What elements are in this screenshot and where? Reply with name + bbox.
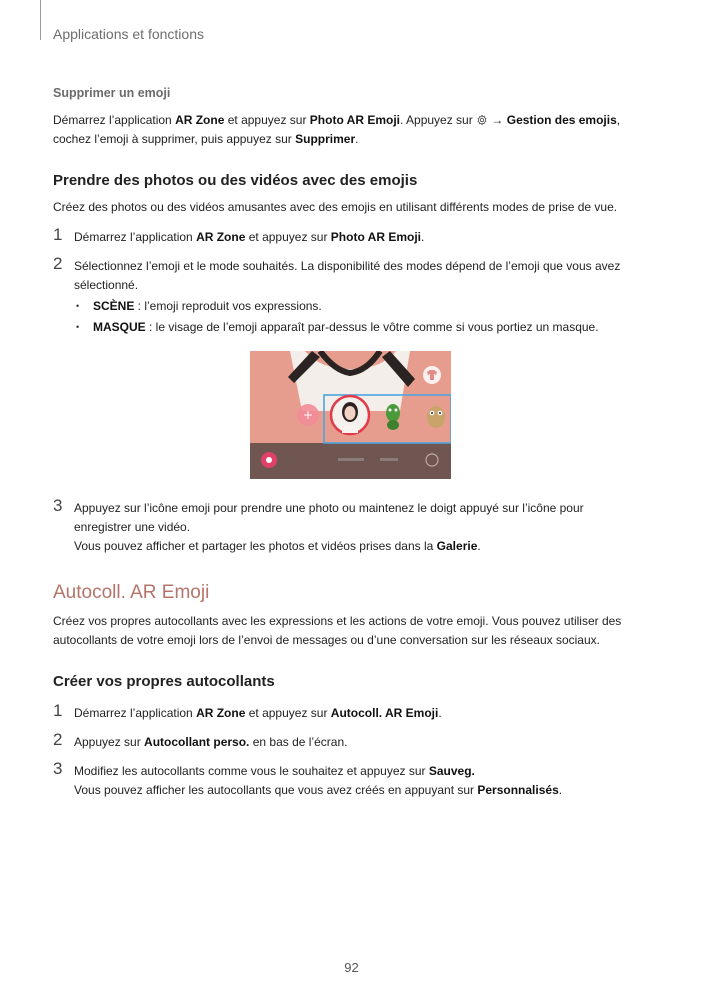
list-item [74,318,643,337]
text: en bas de l’écran. [249,735,348,749]
mode-description: : le visage de l’emoji apparaît par-dessus le vôtre comme si vous portiez un masque. [145,320,599,334]
header-title: Applications et fonctions [53,26,204,42]
text: . [438,706,442,720]
delete-emoji-title: Supprimer un emoji [53,86,171,100]
step-number: 1 [53,701,63,720]
list-item [74,297,643,316]
delete-emoji-instructions [53,111,643,149]
gallery-term: Galerie [436,539,478,553]
page-content [53,84,643,800]
mode-list [74,297,643,337]
ar-zone-term: AR Zone [175,113,225,127]
autocoll-intro: Créez vos propres autocollants avec les expressions et les actions de votre emoji. Vous pouvez utiliser des autocollants de votre emoji lors de l’envoi de messages ou d’une conversation sur les réseaux sociaux. [53,614,622,647]
text: Démarrez l’application [74,706,197,720]
text: . Appuyez sur [400,113,477,127]
manage-emojis-term: Gestion des emojis [506,113,617,127]
ar-zone-term: AR Zone [196,230,246,244]
photo-ar-emoji-term: Photo AR Emoji [309,113,401,127]
step-number: 1 [53,225,63,244]
text: Vous pouvez afficher les autocollants que vous avez créés en appuyant sur [74,783,478,797]
create-step-3 [53,759,643,800]
photos-step-1 [53,225,643,247]
ar-zone-term: AR Zone [196,706,246,720]
mode-description: : l’emoji reproduit vos expressions. [134,299,322,313]
photo-ar-emoji-term: Photo AR Emoji [330,230,422,244]
text: . [558,783,563,797]
create-step-2 [53,730,643,752]
photos-section-title: Prendre des photos ou des vidéos avec des emojis [53,172,418,189]
text: . [355,132,359,146]
text: et appuyez sur [224,113,310,127]
autocoll-title: Autocoll. AR Emoji [53,582,210,603]
custom-sticker-term: Autocollant perso. [144,735,250,749]
gear-icon [476,114,488,126]
text: Démarrez l’application [74,230,197,244]
text: et appuyez sur [245,230,331,244]
autocoll-ar-emoji-term: Autocoll. AR Emoji [330,706,439,720]
text: Appuyez sur [74,735,145,749]
step-text: Appuyez sur l’icône emoji pour prendre une photo ou maintenez le doigt appuyé sur l’icône pour enregistrer une vidéo. [74,501,584,534]
text: Vous pouvez afficher et partager les photos et vidéos prises dans la [74,539,437,553]
photos-step-3 [53,496,643,556]
step-number: 3 [53,496,63,515]
svg-text:+: + [302,408,314,422]
photos-step-2 [53,254,643,295]
text: , cochez l’emoji à supprimer, puis appuyez sur [53,113,621,146]
text: et appuyez sur [245,706,331,720]
step-number: 2 [53,254,63,273]
mode-name: MASQUE [93,320,146,334]
margin-line [40,0,41,40]
arrow-text: → [488,113,507,127]
mode-name: SCÈNE [93,299,135,313]
create-stickers-title: Créer vos propres autocollants [53,673,275,690]
save-term: Sauveg. [428,764,475,778]
step-number: 3 [53,759,63,778]
page-number: 92 [344,960,359,975]
text: Modifiez les autocollants comme vous le souhaitez et appuyez sur [74,764,429,778]
screenshot-illustration [250,351,451,479]
text: Démarrez l’application [53,113,176,127]
ar-emoji-screenshot [250,351,451,479]
step-text: Sélectionnez l’emoji et le mode souhaités. La disponibilité des modes dépend de l’emoji que vous avez sélectionné. [74,259,621,292]
photos-intro: Créez des photos ou des vidéos amusantes avec des emojis en utilisant différents modes de prise de vue. [53,200,618,214]
step-number: 2 [53,730,63,749]
text: . [477,539,481,553]
create-step-1 [53,701,643,723]
delete-term: Supprimer [295,132,356,146]
text: . [421,230,425,244]
personalized-term: Personnalisés [477,783,559,797]
